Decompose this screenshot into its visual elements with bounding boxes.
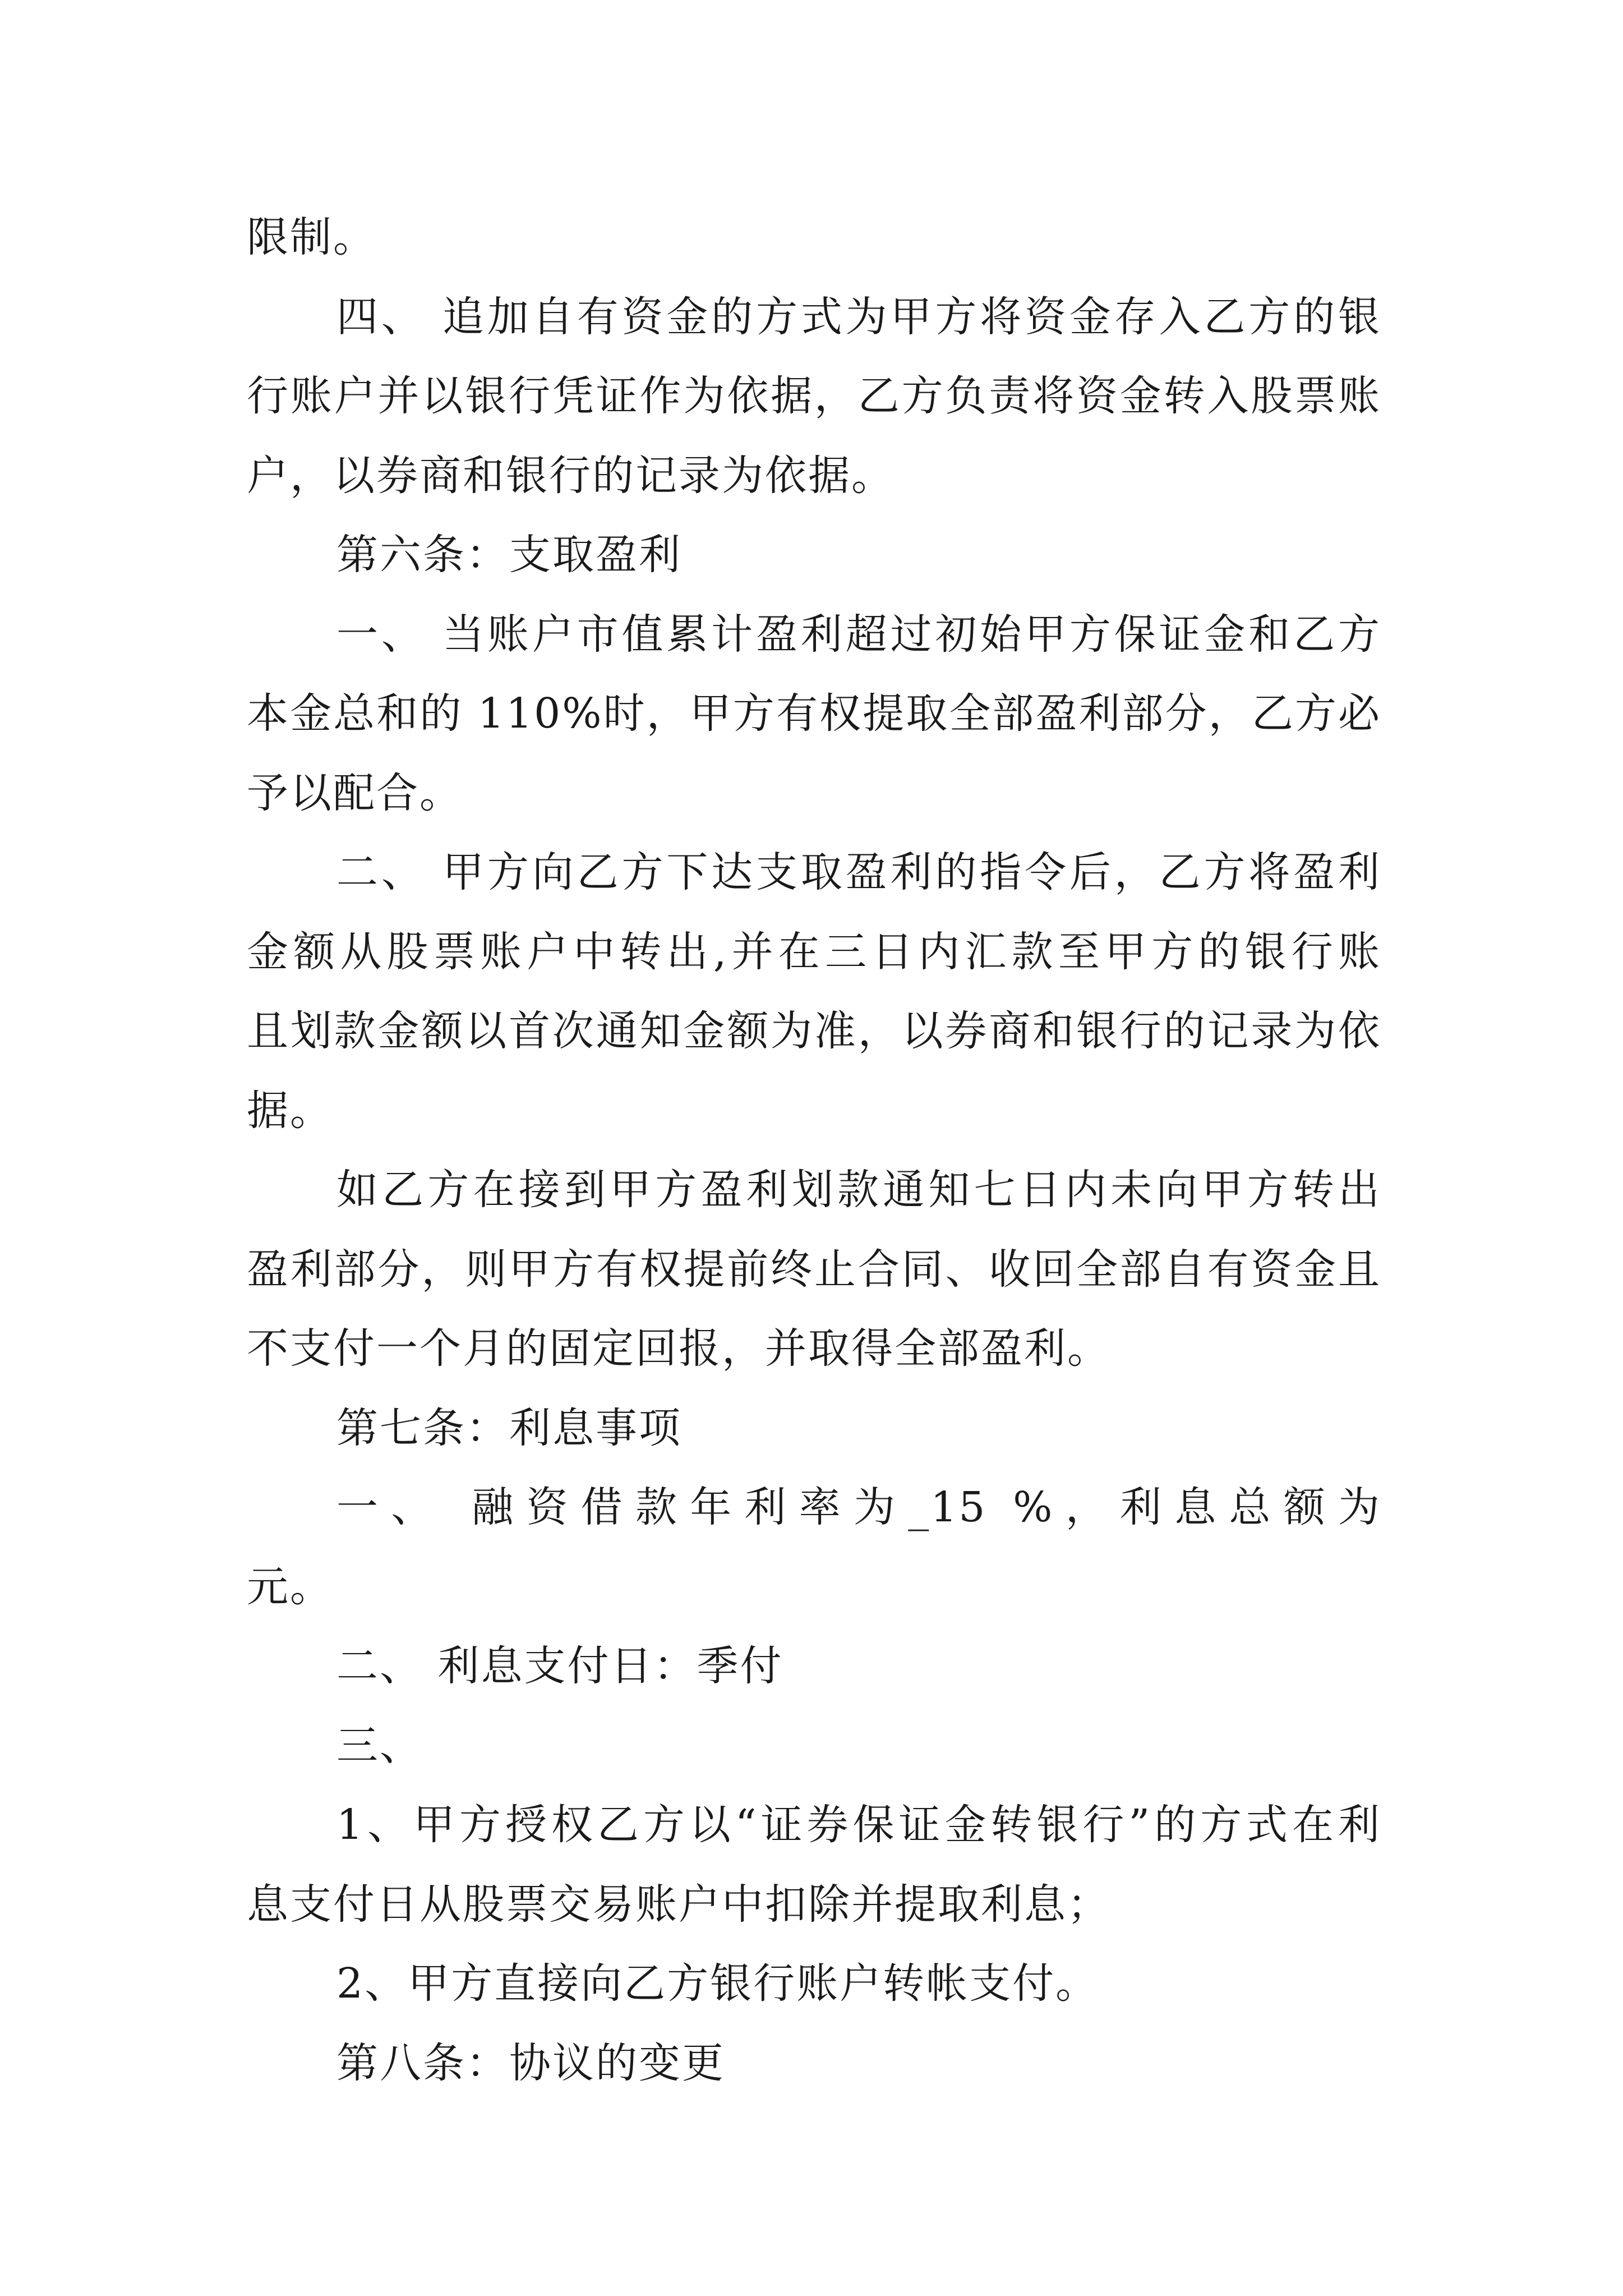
text-line: 盈利部分，则甲方有权提前终止合同、收回全部自有资金且 [247, 1245, 1381, 1294]
text-line: 元。 [247, 1562, 333, 1611]
text-line: 据。 [247, 1086, 333, 1135]
paragraph [247, 278, 1381, 516]
paragraph [247, 1706, 1381, 1786]
text-line: 2、甲方直接向乙方银行账户转帐支付。 [336, 1959, 1099, 2008]
paragraph [247, 198, 1381, 278]
text-line: 限制。 [247, 213, 376, 261]
paragraph [247, 1627, 1381, 1706]
text-line: 三、 [336, 1721, 423, 1770]
paragraph [247, 1151, 1381, 1389]
paragraph [247, 1468, 1381, 1627]
text-line: 一、 融资借款年利率为_15 %，利息总额为 [336, 1483, 1381, 1531]
article-heading-text: 第八条：协议的变更 [336, 2039, 725, 2087]
text-line: 四、 追加自有资金的方式为甲方将资金存入乙方的银 [336, 292, 1381, 341]
text-line: 如乙方在接到甲方盈利划款通知七日内未向甲方转出 [336, 1166, 1381, 1214]
text-line: 1、甲方授权乙方以“证券保证金转银行”的方式在利 [336, 1801, 1381, 1849]
article-heading-text: 第七条：利息事项 [336, 1404, 682, 1452]
paragraph [247, 833, 1381, 1151]
text-line: 本金总和的 110%时，甲方有权提取全部盈利部分，乙方必 [247, 689, 1381, 738]
text-line: 一、 当账户市值累计盈利超过初始甲方保证金和乙方 [336, 610, 1381, 659]
text-line: 金额从股票账户中转出,并在三日内汇款至甲方的银行账 [247, 927, 1381, 976]
paragraph [247, 1786, 1381, 1944]
article-heading-text: 第六条：支取盈利 [336, 531, 682, 579]
paragraph [247, 1944, 1381, 2024]
article-heading [247, 1389, 1381, 1469]
paragraph [247, 595, 1381, 834]
document-page [247, 198, 1381, 2103]
article-heading [247, 2024, 1381, 2104]
text-line: 予以配合。 [247, 769, 463, 817]
text-line: 二、 利息支付日：季付 [336, 1642, 783, 1690]
article-heading [247, 516, 1381, 595]
text-line: 二、 甲方向乙方下达支取盈利的指令后，乙方将盈利 [336, 848, 1381, 896]
text-line: 且划款金额以首次通知金额为准，以券商和银行的记录为依 [247, 1007, 1381, 1055]
text-line: 息支付日从股票交易账户中扣除并提取利息； [247, 1880, 1110, 1929]
text-line: 行账户并以银行凭证作为依据，乙方负责将资金转入股票账 [247, 372, 1381, 420]
text-line: 户，以券商和银行的记录为依据。 [247, 451, 895, 500]
text-line: 不支付一个月的固定回报，并取得全部盈利。 [247, 1324, 1110, 1373]
